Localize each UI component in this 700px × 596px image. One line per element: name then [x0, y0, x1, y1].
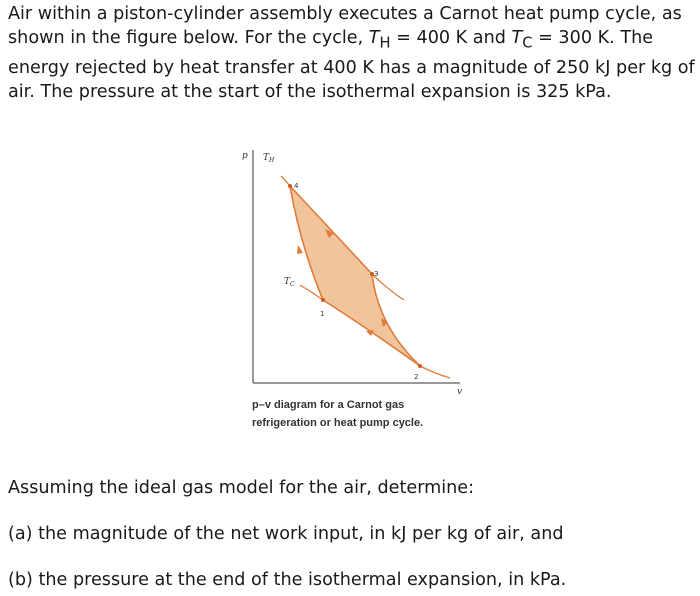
th-value-text: = 400 K and	[390, 28, 512, 48]
th-isotherm-upper-ext	[281, 176, 290, 186]
tc-isotherm-label	[284, 277, 295, 288]
tc-isotherm-lower-ext	[420, 366, 450, 378]
arrow-process-1-4	[297, 245, 303, 254]
tc-subscript: C	[522, 34, 533, 52]
tc-value-text: = 300 K. The energy rejected by heat transfer at 400 K has a magnitude of 250 kJ per kg of air. The pressure at the start of the isothermal expansion is 325 kPa.	[8, 28, 695, 102]
p-axis-label: p	[242, 151, 248, 161]
th-isotherm-sub: H	[269, 157, 275, 164]
th-isotherm-letter: T	[263, 153, 270, 163]
tc-symbol: T	[511, 28, 523, 48]
cycle-area	[290, 186, 420, 366]
assumption-text: Assuming the ideal gas model for the air, determine:	[8, 478, 475, 498]
th-subscript: H	[379, 34, 391, 52]
state-point-2	[418, 364, 422, 368]
state-label-4: 4	[294, 182, 299, 190]
state-label-1: 1	[320, 310, 325, 318]
v-axis-label: v	[457, 387, 463, 397]
state-label-2: 2	[414, 373, 419, 381]
figure-caption-line1: p–v diagram for a Carnot gas	[252, 399, 405, 411]
state-label-3: 3	[374, 270, 379, 278]
question-part-b: (b) the pressure at the end of the isothermal expansion, in kPa.	[8, 570, 567, 590]
th-isotherm-label	[263, 153, 275, 164]
figure-caption-line2: refrigeration or heat pump cycle.	[252, 417, 424, 429]
state-point-1	[321, 298, 325, 302]
intro-text: Air within a piston-cylinder assembly executes a Carnot heat pump cycle, as shown in the figure below. For the cycle,	[8, 4, 682, 48]
question-part-a: (a) the magnitude of the net work input, in kJ per kg of air, and	[8, 524, 564, 544]
tc-isotherm-letter: T	[284, 277, 291, 287]
state-point-4	[288, 184, 292, 188]
th-symbol: T	[368, 28, 380, 48]
tc-isotherm-sub: C	[290, 281, 295, 288]
